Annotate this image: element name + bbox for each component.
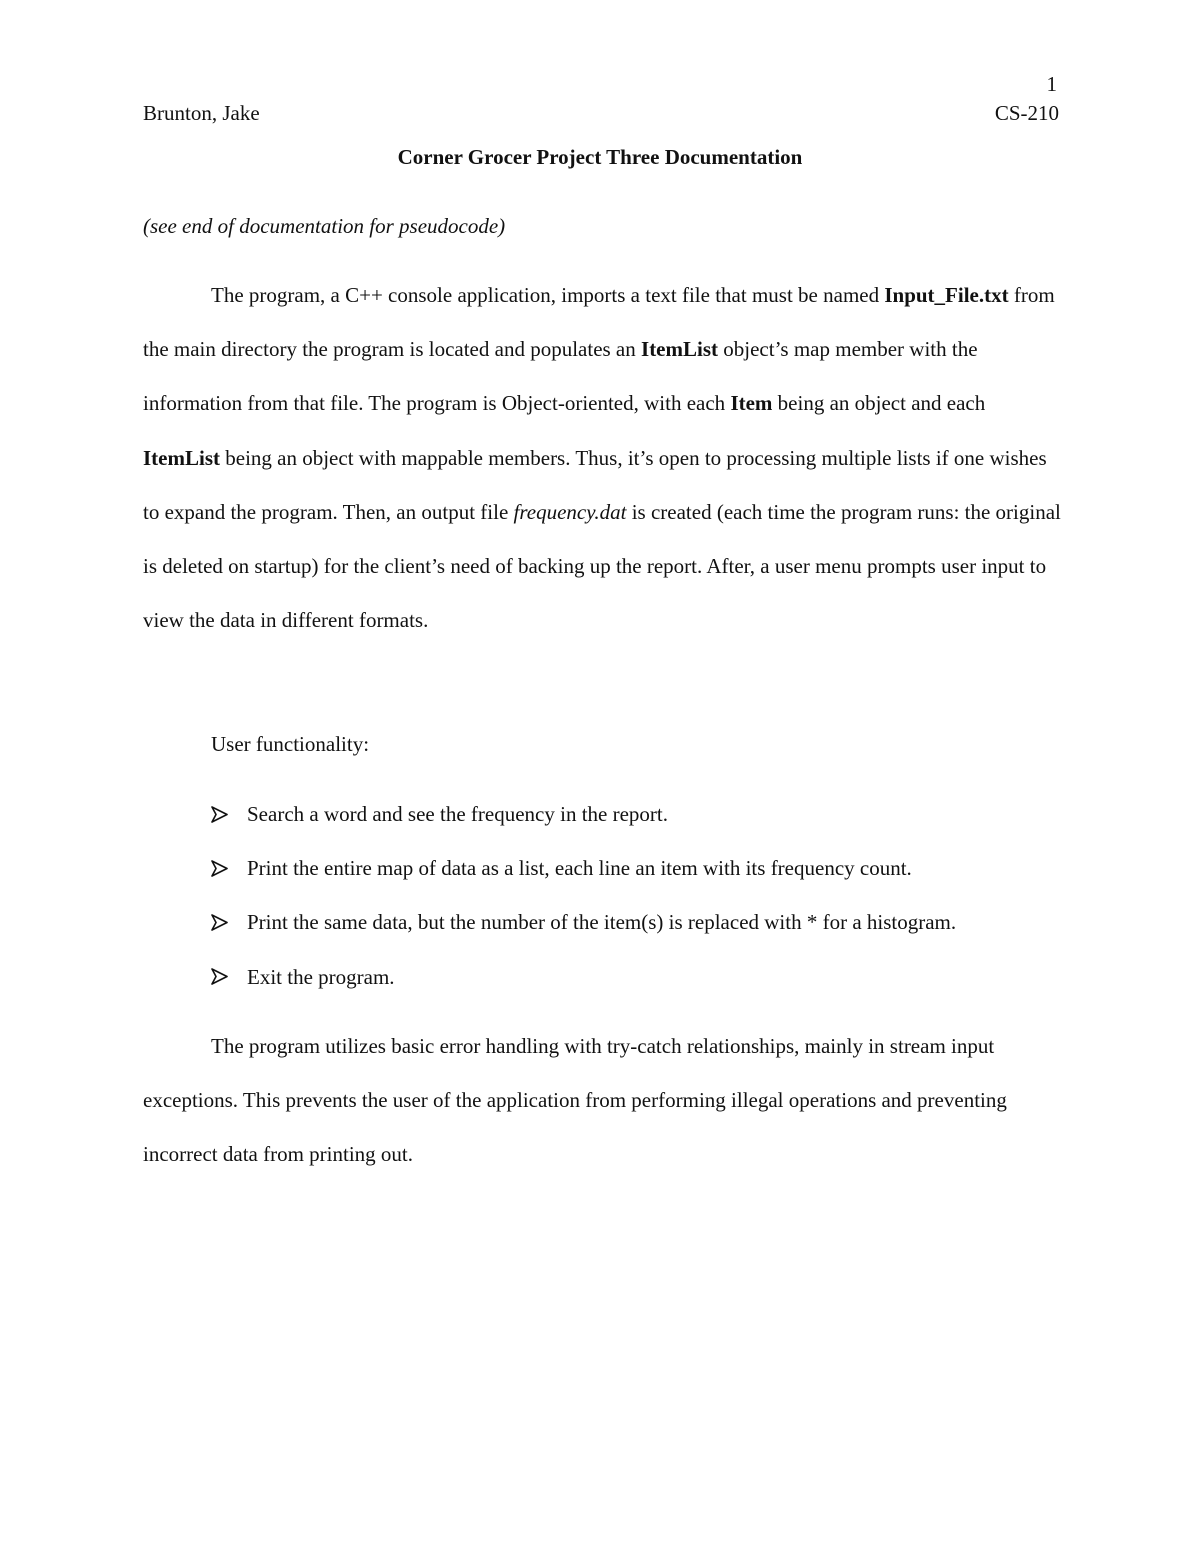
intro-text-2: from the main directory the program is located and populates an bbox=[143, 283, 1055, 362]
author-name: Brunton, Jake bbox=[143, 101, 260, 125]
intro-paragraph bbox=[143, 268, 1063, 647]
user-functionality-heading bbox=[143, 717, 1063, 771]
list-item-text: Print the entire map of data as a list, each line an item with its frequency count. bbox=[247, 856, 912, 881]
page-number: 1 bbox=[1046, 72, 1057, 96]
list-item-text: Search a word and see the frequency in the report. bbox=[247, 802, 668, 826]
user-functionality-label: User functionality: bbox=[211, 732, 370, 756]
intro-text-3: object’s map member with the information from that file. The program is Object-oriented, with each bbox=[143, 337, 978, 416]
intro-text-5: being an object with mappable members. Thus, it’s open to processing multiple lists if one wishes to expand the program. Then, an output file bbox=[143, 445, 1047, 524]
list-item bbox=[211, 787, 1091, 841]
list-item bbox=[211, 841, 1091, 895]
document-title: Corner Grocer Project Three Documentation bbox=[397, 145, 803, 169]
list-item-text: Print the same data, but the number of the item(s) is replaced with * for a histogram. bbox=[247, 910, 957, 935]
intro-text-4: being an object and each bbox=[772, 391, 986, 416]
input-file-name: Input_File.txt bbox=[884, 283, 1009, 307]
arrowhead-bullet-icon bbox=[211, 860, 247, 877]
intro-text-1: The program, a C++ console application, imports a text file that must be named bbox=[211, 283, 885, 307]
arrowhead-bullet-icon bbox=[211, 914, 247, 931]
running-header bbox=[143, 100, 1059, 126]
course-code: CS-210 bbox=[994, 101, 1059, 125]
itemlist-term-2: ItemList bbox=[143, 445, 220, 470]
arrowhead-bullet-icon bbox=[211, 968, 247, 985]
arrowhead-bullet-icon bbox=[211, 806, 247, 823]
pseudocode-note: (see end of documentation for pseudocode) bbox=[143, 214, 506, 238]
item-term: Item bbox=[730, 391, 773, 416]
intro-text-6: is created (each time the program runs: the original is deleted on startup) for the client’s need of backing up the report. After, a user menu prompts user input to view the data in different formats. bbox=[143, 499, 1061, 633]
list-item-text: Exit the program. bbox=[247, 964, 395, 989]
list-item bbox=[211, 895, 1091, 949]
error-handling-paragraph bbox=[143, 1019, 1063, 1182]
list-item bbox=[211, 950, 1091, 1004]
error-handling-text: The program utilizes basic error handling with try-catch relationships, mainly in stream input exceptions. This prevents the user of the application from performing illegal operations and preventing incorrect data from printing out. bbox=[143, 1034, 1007, 1167]
itemlist-term: ItemList bbox=[641, 337, 719, 362]
functionality-list bbox=[211, 787, 1091, 1004]
output-file-name: frequency.dat bbox=[513, 499, 627, 524]
